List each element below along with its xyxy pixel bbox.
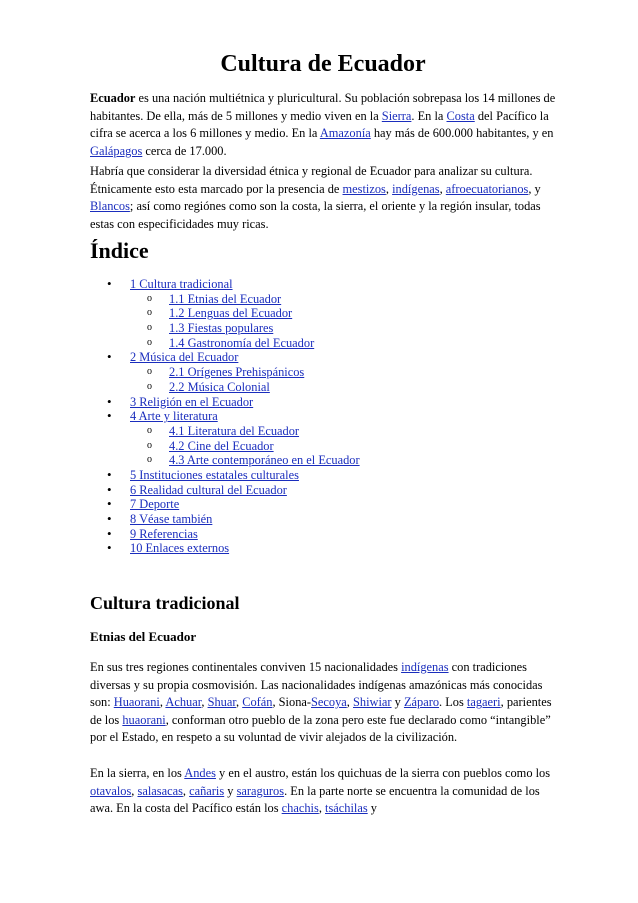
toc-item (90, 497, 556, 512)
toc-item (90, 527, 556, 542)
circle-bullet-icon: o (147, 336, 152, 348)
inline-link[interactable]: saraguros (236, 783, 285, 798)
text-run: , (385, 181, 393, 196)
bold-text: Ecuador (90, 91, 136, 105)
toc-item (90, 468, 556, 483)
toc-link[interactable]: 4.2 Cine del Ecuador (169, 438, 274, 453)
bullet-icon: • (107, 408, 112, 424)
inline-link[interactable]: indígenas (392, 181, 440, 196)
section-paragraph-2 (90, 765, 556, 818)
inline-link[interactable]: Costa (446, 108, 475, 123)
toc-link[interactable]: 1.4 Gastronomía del Ecuador (169, 335, 315, 350)
toc-link[interactable]: 1.2 Lenguas del Ecuador (169, 306, 293, 321)
text-run: . En la (411, 108, 447, 123)
text-run: es una nación multiétnica y pluricultural. Su población sobrepasa los 14 millones de habitantes. De ella, más de 5 millones y medio viven en la (90, 91, 556, 123)
intro-paragraph-1 (90, 90, 556, 160)
inline-link[interactable]: Záparo (403, 695, 440, 710)
toc-item (90, 409, 556, 424)
toc-link[interactable]: 4.3 Arte contemporáneo en el Ecuador (169, 453, 360, 468)
inline-link[interactable]: Galápagos (90, 143, 143, 158)
toc-item (90, 292, 556, 307)
toc-item (90, 277, 556, 292)
inline-link[interactable]: mestizos (342, 181, 386, 196)
circle-bullet-icon: o (147, 439, 152, 451)
toc-item (90, 439, 556, 454)
toc-link[interactable]: 1 Cultura tradicional (130, 277, 233, 291)
table-of-contents (90, 277, 556, 556)
text-run: del Pacífico la cifra se acerca a los 6 millones y medio. En la (90, 108, 549, 141)
toc-item (90, 350, 556, 365)
toc-item (90, 336, 556, 351)
toc-link[interactable]: 7 Deporte (130, 497, 180, 512)
inline-link[interactable]: Cofán (242, 695, 273, 710)
text-run: , y (528, 181, 541, 196)
circle-bullet-icon: o (147, 366, 152, 378)
circle-bullet-icon: o (147, 454, 152, 466)
inline-link[interactable]: Secoya (311, 695, 347, 710)
text-run: y (224, 783, 237, 798)
bullet-icon: • (107, 540, 112, 556)
text-run: y (367, 801, 377, 816)
toc-link[interactable]: 5 Instituciones estatales culturales (130, 467, 299, 482)
inline-link[interactable]: otavalos (90, 783, 132, 798)
bullet-icon: • (107, 466, 112, 482)
text-run: con tradiciones diversas y su propia cosmovisión. Las nacionalidades indígenas amazónicas más conocidas son: (90, 660, 543, 710)
text-run: , Siona- (272, 695, 312, 710)
toc-link[interactable]: 2.2 Música Colonial (169, 379, 270, 394)
toc-item (90, 321, 556, 336)
intro-paragraph-2 (90, 163, 556, 233)
text-run: , (318, 801, 326, 816)
text-run: ; así como regiónes como son la costa, la sierra, el oriente y la región insular, todas estas con especificidades muy ricas. (90, 199, 541, 231)
inline-link[interactable]: indígenas (401, 660, 449, 674)
inline-link[interactable]: Amazonía (319, 126, 371, 141)
circle-bullet-icon: o (147, 322, 152, 334)
page-title: Cultura de Ecuador (220, 51, 426, 77)
bullet-icon: • (107, 525, 112, 541)
text-run: cerca de 17.000. (142, 143, 227, 158)
bullet-icon: • (107, 349, 112, 365)
text-run: En la sierra, en los (90, 766, 185, 780)
inline-link[interactable]: Huaorani (113, 695, 160, 710)
toc-link[interactable]: 9 Referencias (130, 526, 198, 541)
bullet-icon: • (107, 393, 112, 409)
toc-link[interactable]: 2.1 Orígenes Prehispánicos (169, 365, 305, 380)
inline-link[interactable]: huaorani (122, 712, 166, 727)
toc-link[interactable]: 4 Arte y literatura (130, 409, 218, 424)
text-run: En sus tres regiones continentales conviven 15 nacionalidades (90, 660, 402, 674)
section-heading: Cultura tradicional (90, 593, 240, 613)
toc-item (90, 512, 556, 527)
toc-link[interactable]: 6 Realidad cultural del Ecuador (130, 482, 287, 497)
bullet-icon: • (107, 511, 112, 526)
toc-item (90, 424, 556, 439)
text-run: . Los (439, 695, 467, 710)
inline-link[interactable]: tsáchilas (325, 801, 368, 816)
bullet-icon: • (107, 276, 112, 291)
toc-link[interactable]: 1.1 Etnias del Ecuador (169, 291, 282, 306)
toc-link[interactable]: 4.1 Literatura del Ecuador (169, 423, 300, 438)
toc-link[interactable]: 10 Enlaces externos (130, 541, 230, 556)
text-run: hay más de 600.000 habitantes, y en (370, 126, 554, 141)
text-run: , conforman otro pueblo de la zona pero este fue declarado como “intangible” por el Estado, en respeto a su voluntad de vivir alejados de la civilización. (90, 712, 551, 745)
text-run: , (131, 783, 138, 798)
text-run: , (182, 783, 190, 798)
toc-heading: Índice (90, 238, 149, 263)
text-run: Habría que considerar la diversidad étnica y regional de Ecuador para analizar su cultura. Étnicamente esto esta marcado por la presencia de (90, 164, 533, 196)
toc-item (90, 306, 556, 321)
text-run: , (439, 181, 446, 196)
text-run: , (201, 695, 208, 710)
toc-link[interactable]: 2 Música del Ecuador (130, 350, 239, 365)
text-run: . En la parte norte se encuentra la comunidad de los awa. En la costa del Pacífico están los (90, 783, 540, 816)
inline-link[interactable]: cañaris (189, 783, 225, 798)
circle-bullet-icon: o (147, 292, 152, 304)
bullet-icon: • (107, 496, 112, 512)
inline-link[interactable]: afroecuatorianos (445, 181, 529, 196)
text-run: , (235, 695, 243, 710)
text-run: , (346, 695, 353, 710)
bullet-icon: • (107, 481, 112, 497)
toc-item (90, 395, 556, 410)
toc-item (90, 380, 556, 395)
toc-item (90, 483, 556, 498)
inline-link[interactable]: tagaeri (466, 695, 501, 710)
text-run: , parientes de los (90, 695, 552, 727)
toc-link[interactable]: 1.3 Fiestas populares (169, 321, 274, 336)
toc-item (90, 453, 556, 468)
section-paragraph-1 (90, 659, 556, 747)
inline-link[interactable]: Andes (184, 766, 216, 780)
toc-link[interactable]: 3 Religión en el Ecuador (130, 394, 254, 409)
toc-item (90, 541, 556, 556)
inline-link[interactable]: Achuar (165, 695, 202, 710)
text-run: , (159, 695, 166, 710)
inline-link[interactable]: salasacas (137, 783, 183, 798)
inline-link[interactable]: Shuar (207, 695, 236, 710)
inline-link[interactable]: chachis (281, 801, 319, 816)
text-run: y (391, 695, 404, 710)
subsection-heading: Etnias del Ecuador (90, 629, 197, 644)
toc-item (90, 365, 556, 380)
inline-link[interactable]: Sierra (381, 108, 412, 123)
inline-link[interactable]: Shiwiar (353, 695, 392, 710)
circle-bullet-icon: o (147, 380, 152, 392)
inline-link[interactable]: Blancos (90, 199, 130, 214)
toc-link[interactable]: 8 Véase también (130, 512, 213, 526)
circle-bullet-icon: o (147, 307, 152, 319)
text-run: y en el austro, están los quichuas de la sierra con pueblos como los (215, 766, 551, 780)
circle-bullet-icon: o (147, 424, 152, 436)
